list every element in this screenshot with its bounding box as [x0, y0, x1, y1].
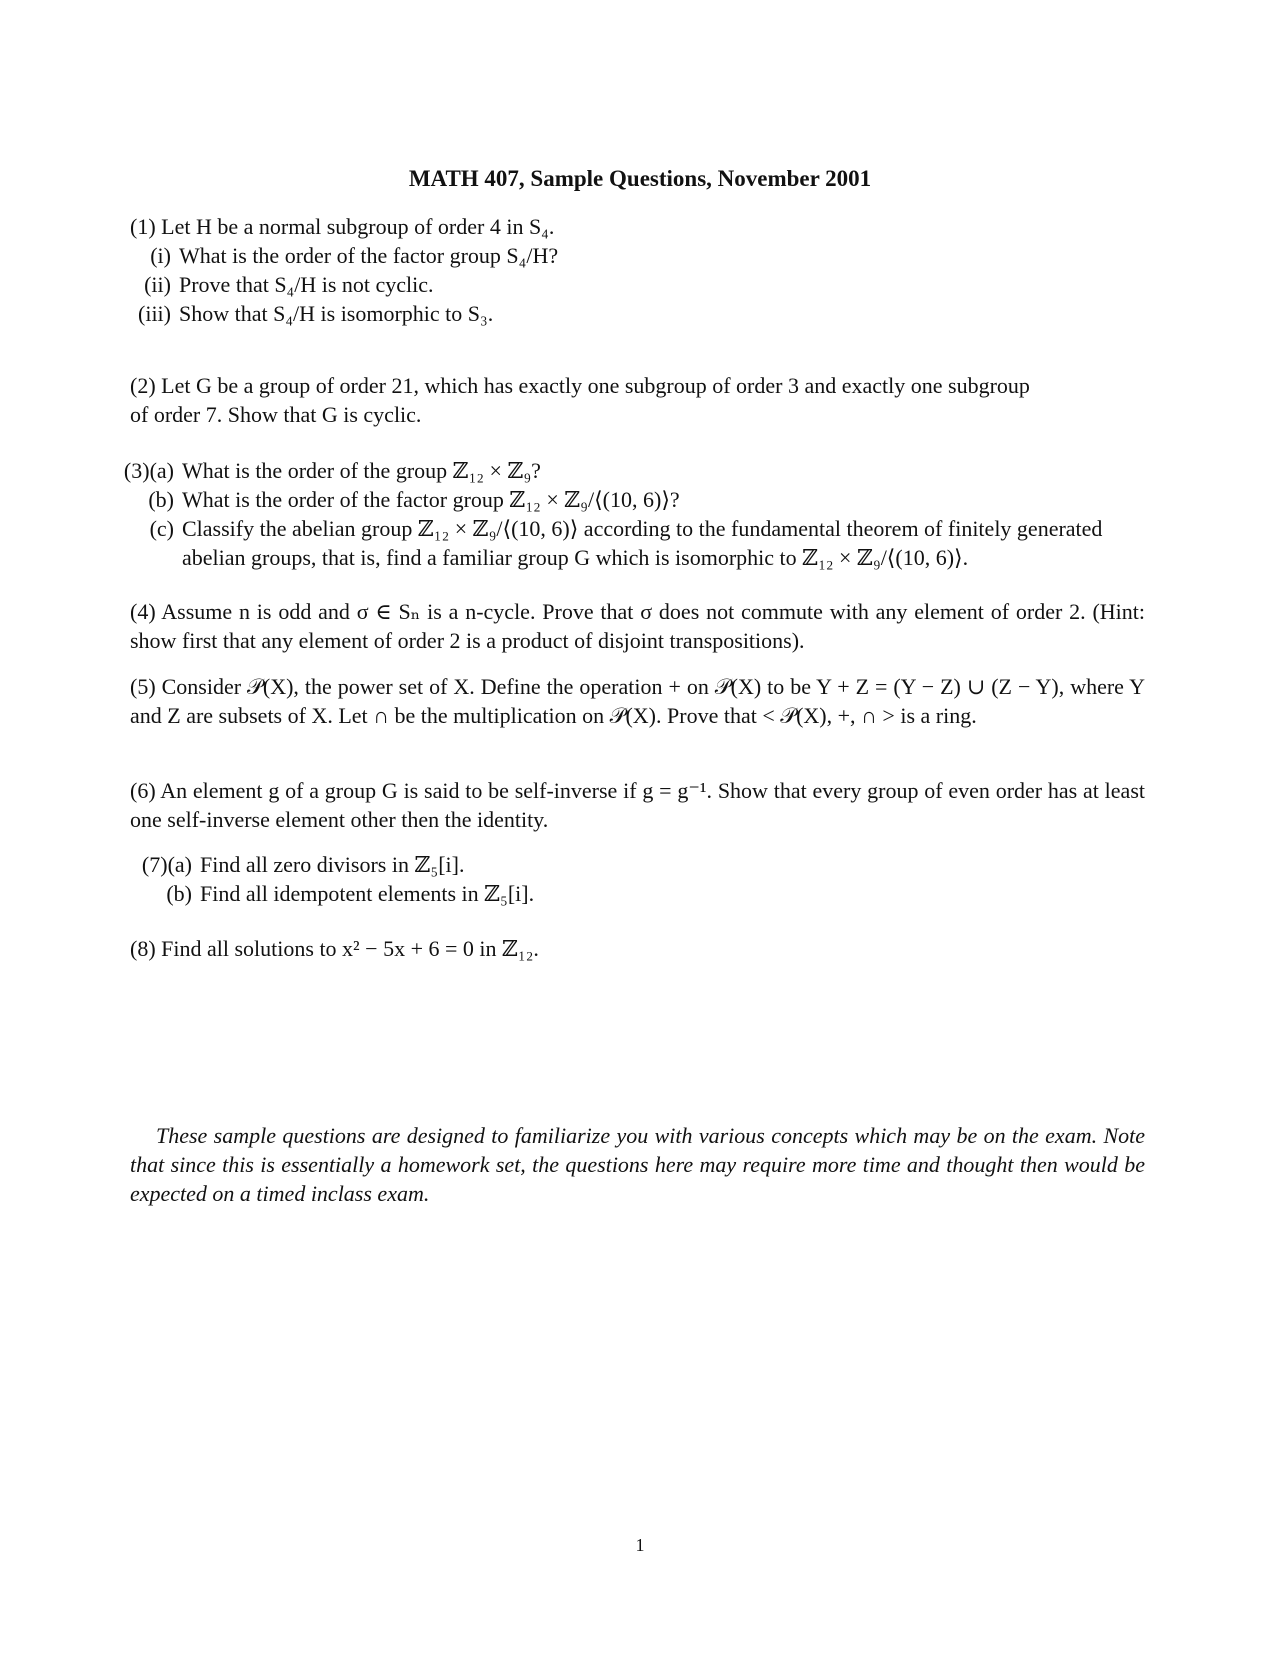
question-8: (8) Find all solutions to x² − 5x + 6 = 0 in ℤ₁₂.	[130, 936, 539, 961]
question-1-stem: (1) Let H be a normal subgroup of order 4 in S₄.	[130, 214, 555, 239]
question-2	[130, 371, 1145, 429]
page-title: MATH 407, Sample Questions, November 2001	[408, 166, 872, 191]
part-text: Find all idempotent elements in ℤ₅[i].	[200, 881, 535, 906]
part-label: (7)(a)	[141, 852, 192, 877]
question-7	[130, 850, 1145, 908]
question-3-part-c	[117, 514, 1167, 572]
part-text: Show that S₄/H is isomorphic to S₃.	[179, 301, 494, 326]
question-7-part-b	[130, 879, 1145, 908]
question-7-part-a	[130, 850, 1145, 879]
question-1	[130, 212, 1145, 328]
part-text: What is the order of the factor group ℤ₁₂ × ℤ₉/⟨(10, 6)⟩?	[182, 487, 680, 512]
question-1-part-ii	[130, 270, 1145, 299]
question-6: (6) An element g of a group G is said to be self-inverse if g = g⁻¹. Show that every group of even order has at least one self-inverse element other then the identity.	[130, 778, 1145, 832]
question-4: (4) Assume n is odd and σ ∈ Sₙ is a n-cycle. Prove that σ does not commute with any element of order 2. (Hint: show first that any element of order 2 is a product of disjoint transpositions).	[130, 599, 1145, 653]
sample-questions-note: These sample questions are designed to familiarize you with various concepts which may be on the exam. Note that since this is essentially a homework set, the questions here may require more time and thought then would be expected on a timed inclass exam.	[130, 1123, 1145, 1206]
part-text: What is the order of the factor group S₄/H?	[179, 243, 559, 268]
part-text: Prove that S₄/H is not cyclic.	[179, 272, 434, 297]
part-label: (iii)	[138, 301, 171, 326]
part-label: (c)	[149, 516, 174, 541]
part-label: (b)	[166, 881, 192, 906]
part-text: Find all zero divisors in ℤ₅[i].	[200, 852, 465, 877]
question-1-part-iii	[130, 299, 1145, 328]
question-3-part-b	[117, 485, 1167, 514]
page-number: 1	[635, 1535, 645, 1555]
part-label: (i)	[150, 243, 171, 268]
part-label: (ii)	[144, 272, 171, 297]
question-2-line-1: (2) Let G be a group of order 21, which has exactly one subgroup of order 3 and exactly one subgroup	[130, 373, 1030, 398]
question-2-line-2: of order 7. Show that G is cyclic.	[130, 402, 422, 427]
part-label: (b)	[148, 487, 174, 512]
question-3	[117, 456, 1167, 572]
part-label: (3)(a)	[123, 458, 174, 483]
part-text: What is the order of the group ℤ₁₂ × ℤ₉?	[182, 458, 541, 483]
question-5: (5) Consider 𝒫(X), the power set of X. Define the operation + on 𝒫(X) to be Y + Z = (Y − Z) ∪ (Z − Y), where Y and Z are subsets of X. Let ∩ be the multiplication on 𝒫(X). Prove that < 𝒫(X), +, ∩ > is a ring.	[130, 674, 1145, 728]
question-3-part-a	[117, 456, 1167, 485]
question-1-part-i	[130, 241, 1145, 270]
part-text: Classify the abelian group ℤ₁₂ × ℤ₉/⟨(10, 6)⟩ according to the fundamental theorem of finitely generated abelian groups, that is, find a familiar group G which is isomorphic to ℤ₁₂ × ℤ₉/⟨(10, 6)⟩.	[182, 516, 1103, 570]
